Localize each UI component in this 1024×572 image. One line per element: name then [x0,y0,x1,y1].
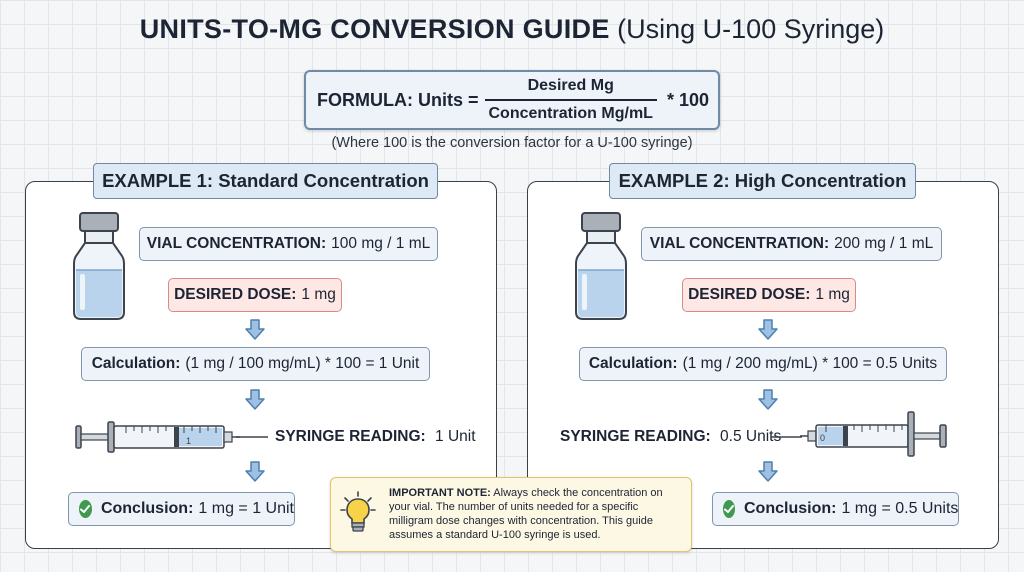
calculation-label: Calculation: [91,355,181,372]
example-1-title: EXAMPLE 1: Standard Concentration [93,163,438,199]
formula-box [304,70,720,130]
conclusion-value: 1 mg = 0.5 Units [841,500,959,517]
desired-dose-value: 1 mg [815,286,850,303]
formula-note: (Where 100 is the conversion factor for a U-100 syringe) [331,135,693,151]
check-icon [79,500,92,518]
formula-multiplier: * 100 [666,89,709,110]
vial-concentration-box [139,227,438,261]
calculation-value: (1 mg / 100 mg/mL) * 100 = 1 Unit [185,355,420,372]
formula-fraction [485,77,657,123]
important-note-text [389,486,685,542]
vial-concentration-label: VIAL CONCENTRATION: [146,235,327,252]
vial-icon [68,210,130,322]
conclusion-box [68,492,295,526]
conclusion-label: Conclusion: [100,500,194,517]
syringe-reading [560,428,781,446]
calculation-box [579,347,947,381]
check-icon [723,500,735,518]
conclusion-value: 1 mg = 1 Unit [198,500,294,517]
formula-denominator: Concentration Mg/mL [485,99,657,123]
desired-dose-box [168,278,342,312]
conclusion-label: Conclusion: [744,500,837,517]
vial-icon [570,210,632,322]
desired-dose-box [682,278,856,312]
desired-dose-value: 1 mg [301,286,336,303]
title-subtitle: (Using U-100 Syringe) [617,14,885,44]
formula-numerator: Desired Mg [527,77,614,94]
conclusion-box [712,492,959,526]
syringe-tick-label: 1 [186,436,192,446]
page-title [0,14,1024,45]
desired-dose-label: DESIRED DOSE: [688,286,811,303]
calculation-label: Calculation: [588,355,678,372]
vial-concentration-box [641,227,942,261]
syringe-reading-label: SYRINGE READING: [275,428,426,445]
title-main: UNITS-TO-MG CONVERSION GUIDE [139,14,610,44]
syringe-reading-value: 0.5 Units [720,428,782,445]
calculation-box [81,347,430,381]
syringe-icon [800,411,952,457]
calculation-value: (1 mg / 200 mg/mL) * 100 = 0.5 Units [682,355,938,372]
important-note-label: IMPORTANT NOTE: [389,487,491,499]
lightbulb-icon [340,491,376,535]
formula-label: FORMULA: Units = [317,89,479,110]
syringe-reading-value: 1 Unit [435,428,476,445]
syringe-tick-label: 0 [820,433,826,443]
syringe-icon [74,417,240,457]
desired-dose-label: DESIRED DOSE: [174,286,297,303]
vial-concentration-label: VIAL CONCENTRATION: [649,235,830,252]
important-note-body: Always check the concentration on your vial. The number of units needed for a specific milligram dose changes with concentration. This guide assumes a standard U-100 syringe is used. [389,487,663,541]
syringe-reading-label: SYRINGE READING: [560,428,711,445]
vial-concentration-value: 200 mg / 1 mL [834,235,934,252]
vial-concentration-value: 100 mg / 1 mL [331,235,431,252]
example-2-title: EXAMPLE 2: High Concentration [609,163,916,199]
syringe-reading [275,428,476,446]
